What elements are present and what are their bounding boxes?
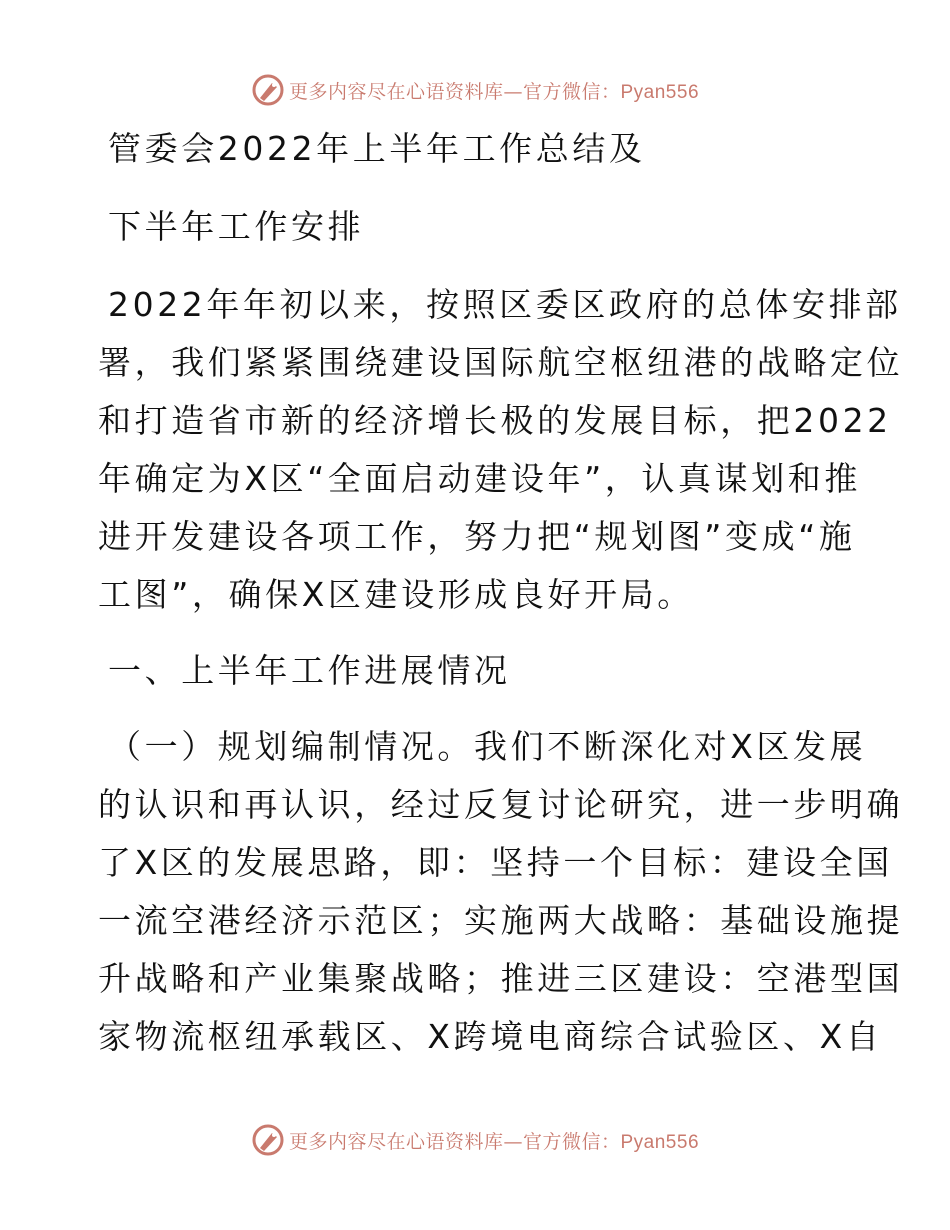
pen-nib-icon [251,1123,285,1157]
watermark-footer [0,1120,950,1160]
document-body [98,120,904,1066]
paragraph-line: 署，我们紧紧围绕建设国际航空枢纽港的战略定位 [98,343,904,382]
paragraph-line: 2022年年初以来，按照区委区政府的总体安排部 [108,285,902,324]
watermark-text: 更多内容尽在心语资料库—官方微信：Pyan556 [288,80,700,103]
paragraph-line: 和打造省市新的经济增长极的发展目标，把2022 [98,401,892,440]
watermark-header [0,70,950,110]
subsection-paragraph [98,718,904,1066]
paragraph-line: 一流空港经济示范区；实施两大战略：基础设施提 [98,901,904,940]
document-title-line-1: 管委会2022年上半年工作总结及 [108,129,646,168]
paragraph-line: （一）规划编制情况。我们不断深化对X区发展 [108,727,867,766]
paragraph-line: 的认识和再认识，经过反复讨论研究，进一步明确 [98,785,904,824]
document-title-line-2: 下半年工作安排 [108,207,365,246]
paragraph-line: 工图”，确保X区建设形成良好开局。 [98,575,694,614]
paragraph-line: 了X区的发展思路，即：坚持一个目标：建设全国 [98,843,893,882]
section-heading: 一、上半年工作进展情况 [108,651,511,690]
paragraph-line: 升战略和产业集聚战略；推进三区建设：空港型国 [98,959,904,998]
intro-paragraph [98,276,904,624]
paragraph-line: 进开发建设各项工作，努力把“规划图”变成“施 [98,517,856,556]
watermark-text: 更多内容尽在心语资料库—官方微信：Pyan556 [288,1130,700,1153]
paragraph-line: 年确定为X区“全面启动建设年”，认真谋划和推 [98,459,861,498]
paragraph-line: 家物流枢纽承载区、X跨境电商综合试验区、X自 [98,1017,883,1056]
pen-nib-icon [251,73,285,107]
